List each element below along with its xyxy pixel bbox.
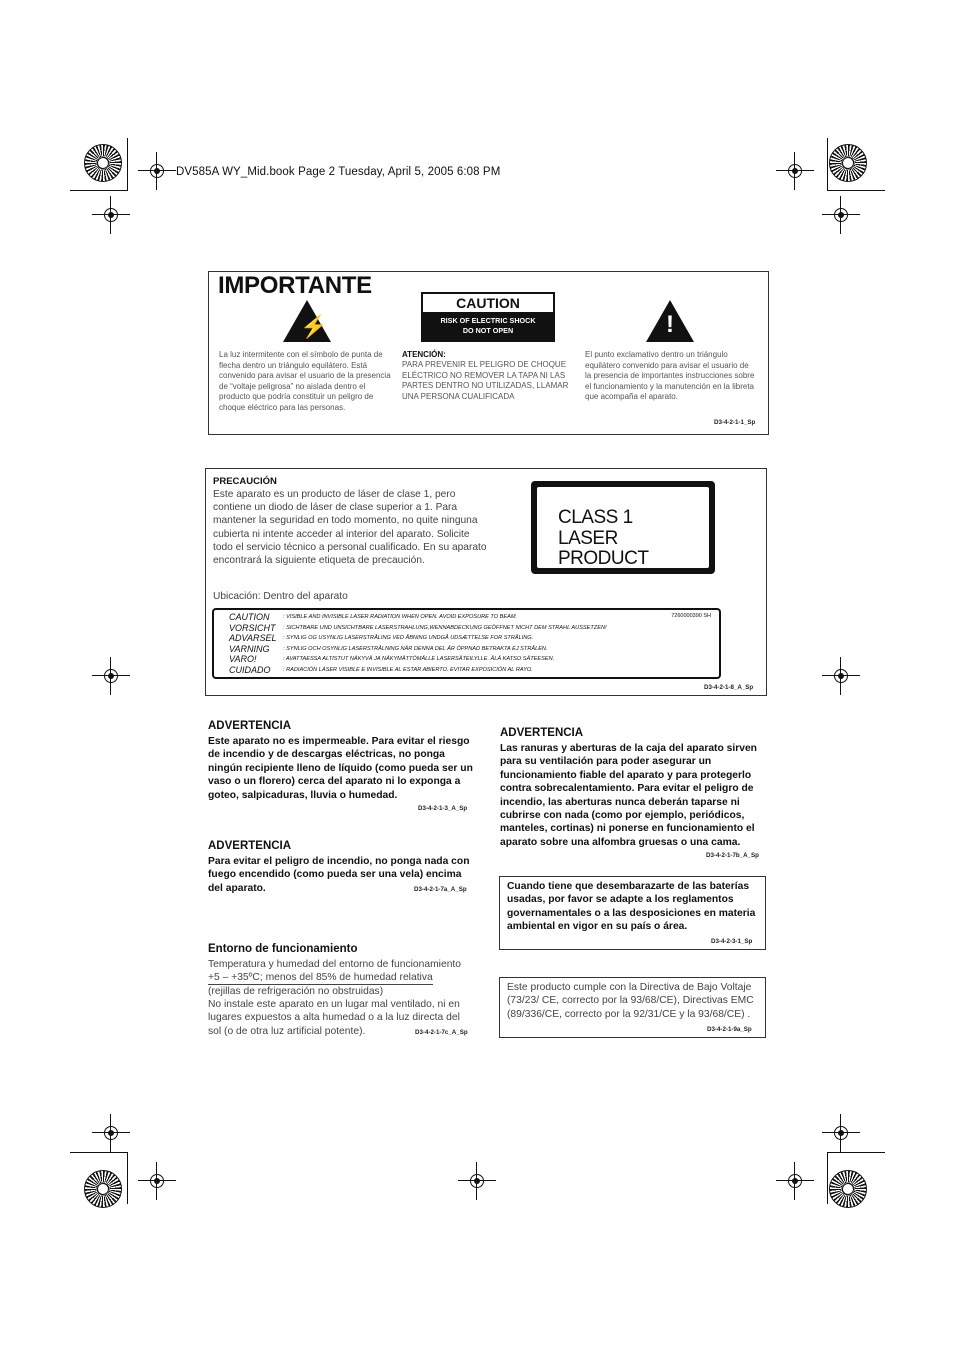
lightning-bolt-icon: ⚡ [300,314,328,339]
registration-wheel-icon [829,144,867,182]
atencion-text: PARA PREVENIR EL PELIGRO DE CHOQUE ELÉCTRICO NO REMOVER LA TAPA NI LAS PARTES DENTRO NO UTILIZADAS, LLAMAR UNA PERSONA CUALIFICADA [402,360,569,401]
directiva-code: D3-4-2-1-9a_Sp [707,1026,752,1033]
caution-sub2: DO NOT OPEN [462,326,514,335]
importante-code: D3-4-2-1-1_Sp [714,419,756,426]
registration-wheel-icon [829,1170,867,1208]
importante-title: IMPORTANTE [218,272,372,299]
crosshair-icon [146,160,168,182]
entorno-text: No instale este aparato en un lugar mal ventilado, ni en lugares expuestos a alta humedad o a la luz directa del sol (o de otra luz artificial potente). [208,999,460,1037]
entorno-code: D3-4-2-1-7c_A_Sp [415,1029,468,1036]
entorno-line3: (rejillas de refrigeración no obstruidas) [208,986,384,997]
crosshair-icon [100,665,122,687]
warning-row: ADVARSEL : SYNLIG OG USYNLIG LASERSTRÅLING VED ÅBNING UNDGÅ UDSÆTTELSE FOR STRÅLING. [229,633,534,643]
baterias-code: D3-4-2-3-1_Sp [711,938,753,945]
directiva-text: Este producto cumple con la Directiva de Bajo Voltaje (73/23/ CE, correcto por la 93/68/CE), Directivas EMC (89/336/CE, correcto por la 92/31/CE y la 93/68/CE) . [507,982,754,1020]
advertencia-2-code: D3-4-2-1-7a_A_Sp [414,886,467,893]
advertencia-1-code: D3-4-2-1-3_A_Sp [418,805,468,812]
crosshair-icon [830,665,852,687]
registration-wheel-icon [84,144,122,182]
caution-title: CAUTION [423,294,553,314]
crosshair-icon [100,1122,122,1144]
book-header: DV585A WY_Mid.book Page 2 Tuesday, April 5, 2005 6:08 PM [176,166,501,178]
entorno-line2: +5 – +35ºC; menos del 85% de humedad relativa [208,971,433,985]
lightning-explanation: La luz intermitente con el símbolo de punta de flecha dentro un triángulo equilátero. Está convenido para avisar el usuario de la presencia de “voltaje peligrosa” no aislada dentro el producto que podría constituir un peligro de choque eléctrico para las personas. [219,350,391,412]
advertencia-3-code: D3-4-2-1-7b_A_Sp [706,852,759,859]
entorno-title: Entorno de funcionamiento [208,943,358,955]
crosshair-icon [466,1170,488,1192]
crosshair-icon [100,204,122,226]
strip-code: 7260000390 SH [671,613,711,619]
registration-wheel-icon [84,1170,122,1208]
laser-line1: CLASS 1 [558,507,633,528]
crosshair-icon [146,1170,168,1192]
warning-row: CAUTION : VISIBLE AND INVISIBLE LASER RADIATION WHEN OPEN. AVOID EXPOSURE TO BEAM. [229,612,518,622]
advertencia-1-title: ADVERTENCIA [208,720,292,732]
warning-row: VARNING : SYNLIG OCH OSYNLIG LASERSTRÅLNING NÄR DENNA DEL ÄR ÖPPNAD BETRAKTA EJ STRÅLEN. [229,643,548,654]
crosshair-icon [830,204,852,226]
baterias-text: Cuando tiene que desembarazarte de las baterías usadas, por favor se adapte a los reglamentos governamentales o a las desposiciones en materia ambiental en vigor en su país o área. [507,881,756,933]
crosshair-icon [784,160,806,182]
crosshair-icon [784,1170,806,1192]
warning-row: VARO! : AVATTAESSA ALTISTUT NÄKYVÄ JA NÄKYMÄTTÖMÄLLE LASERSÄTEILYLLE. ÄLÄ KATSO SÄTEESEN. [229,654,555,664]
advertencia-2-text: Para evitar el peligro de incendio, no ponga nada con fuego encendido (como pueda ser una vela) encima del aparato. [208,856,470,894]
advertencia-3-text: Las ranuras y aberturas de la caja del aparato sirven para su ventilación para poder asegurar un funcionamiento fiable del aparato y para protegerlo contra sobrecalentamiento. Para evitar el peligro de incendio, las aberturas nunca deberán taparse ni cubrirse con nada (como por ejemplo, periódicos, manteles, cortinas) ni ponerse en funcionamiento el aparato sobre una alfombra gruesas o una cama. [500,743,757,848]
laser-class-label [531,481,715,574]
laser-warning-strip [212,608,721,679]
laser-line2: LASER PRODUCT [558,528,649,569]
precaucion-text: Este aparato es un producto de láser de clase 1, pero contiene un diodo de láser de clase superior a 1. Para mantener la seguridad en todo momento, no quite ninguna cubierta ni intente acceder al interior del aparato. Solicite todo el servicio técnico a personal cualificado. En su aparato encontrará la siguiente etiqueta de precaución. [213,489,487,567]
caution-label [421,292,555,342]
advertencia-3-title: ADVERTENCIA [500,727,584,739]
crosshair-icon [830,1122,852,1144]
warning-row: CUIDADO : RADIACIÓN LÁSER VISIBLE E INVISIBLE AL ESTAR ABIERTO. EVITAR EXPOSICIÓN AL RAYO. [229,664,533,675]
advertencia-1-text: Este aparato no es impermeable. Para evitar el riesgo de incendio y de descargas eléctricas, no ponga ningún recipiente lleno de líquido (como pueda ser un vaso o un florero) cerca del aparato ni lo exponga a goteo, salpicaduras, lluvia o humedad. [208,736,473,801]
warning-row: VORSICHT : SICHTBARE UND UNSICHTBARE LASERSTRAHLUNG,WENNABDECKUNG GEÖFFNET NICHT DEM STRAHL AUSSETZEN! [229,622,607,633]
precaucion-label: PRECAUCIÓN [213,476,277,487]
advertencia-2-title: ADVERTENCIA [208,840,292,852]
atencion-label: ATENCIÓN: [402,350,446,359]
precaucion-code: D3-4-2-1-8_A_Sp [704,684,754,691]
caution-sub1: RISK OF ELECTRIC SHOCK [440,316,536,325]
entorno-line1: Temperatura y humedad del entorno de funcionamiento [208,959,462,970]
ubicacion-text: Ubicación: Dentro del aparato [213,591,348,602]
exclamation-mark-icon: ! [666,311,674,338]
exclamation-explanation: El punto exclamativo dentro un triángulo equilátero convenido para avisar el usuario de la presencia de importantes instrucciones sobre el funcionamiento y la manutención en la libreta que acompaña el aparato. [585,350,755,401]
